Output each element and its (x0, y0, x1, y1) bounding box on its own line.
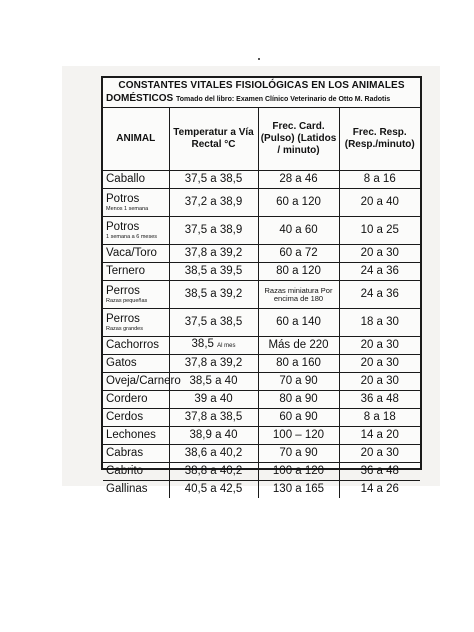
cell-temperature (169, 427, 258, 445)
table-row (103, 427, 420, 445)
subtitle-bold: DOMÉSTICOS (106, 93, 174, 104)
cell-temperature (169, 373, 258, 391)
cell-animal (103, 355, 169, 373)
heart-rate-value: 100 – 120 (272, 429, 325, 441)
cell-temperature (169, 391, 258, 409)
temperature-value: 37,8 a 39,2 (184, 357, 243, 369)
animal-subgroup: Razas pequeñas (106, 298, 148, 304)
cell-respiratory-rate: 14 a 20 (339, 427, 420, 445)
cell-heart-rate (258, 409, 339, 427)
cell-respiratory-rate: 20 a 30 (339, 245, 420, 263)
cell-animal (103, 481, 169, 499)
animal-name: Cabras (106, 447, 144, 459)
cell-temperature (169, 481, 258, 499)
cell-respiratory-rate: 20 a 30 (339, 445, 420, 463)
table-row (103, 171, 420, 189)
cell-animal (103, 281, 169, 309)
cell-animal (103, 189, 169, 217)
cell-temperature (169, 355, 258, 373)
cell-temperature (169, 337, 258, 355)
table-row (103, 189, 420, 217)
temperature-value: 37,5 a 38,5 (184, 316, 243, 328)
animal-name: Gatos (106, 357, 137, 369)
cell-temperature (169, 263, 258, 281)
table-row (103, 481, 420, 499)
table-row (103, 445, 420, 463)
cell-heart-rate (258, 217, 339, 245)
table-row (103, 309, 420, 337)
document-title: CONSTANTES VITALES FISIOLÓGICAS EN LOS ANIMALES (118, 80, 405, 91)
animal-name: Potros (106, 193, 140, 205)
animal-name: Lechones (106, 429, 156, 441)
table-row (103, 263, 420, 281)
temperature-value: 38,5 a 40 (189, 375, 238, 387)
cell-temperature (169, 445, 258, 463)
header-temperature: Temperatur a Vía Rectal °C (169, 108, 258, 171)
animal-name: Cerdos (106, 411, 144, 423)
cell-temperature (169, 281, 258, 309)
cell-animal (103, 263, 169, 281)
heart-rate-value: Más de 220 (268, 339, 329, 351)
vital-signs-table (103, 108, 420, 498)
table-row (103, 373, 420, 391)
temperature-note: Al mes (217, 343, 236, 349)
cell-animal (103, 309, 169, 337)
table-row (103, 409, 420, 427)
cell-animal (103, 217, 169, 245)
cell-heart-rate (258, 171, 339, 189)
temperature-value: 37,5 a 38,9 (184, 224, 243, 236)
cell-heart-rate (258, 309, 339, 337)
animal-name: Potros (106, 221, 140, 233)
cell-respiratory-rate: 24 a 36 (339, 263, 420, 281)
cell-heart-rate (258, 281, 339, 309)
animal-subgroup: Menos 1 semana (106, 206, 149, 212)
heart-rate-value: 40 a 60 (279, 224, 318, 236)
cell-animal (103, 463, 169, 481)
temperature-value: 37,8 a 39,2 (184, 247, 243, 259)
cell-heart-rate (258, 245, 339, 263)
cell-heart-rate (258, 189, 339, 217)
table-row (103, 391, 420, 409)
header-animal: ANIMAL (103, 108, 169, 171)
animal-name: Oveja/Carnero (106, 375, 181, 387)
cell-heart-rate (258, 427, 339, 445)
document-subtitle (106, 92, 417, 106)
cell-respiratory-rate: 20 a 40 (339, 189, 420, 217)
heart-rate-value: 80 a 160 (276, 357, 321, 369)
heart-rate-value: 60 a 120 (276, 196, 321, 208)
cell-animal (103, 445, 169, 463)
animal-name: Cordero (106, 393, 148, 405)
heart-rate-value: 130 a 165 (272, 483, 325, 495)
header-heart-rate: Frec. Card. (Pulso) (Latidos / minuto) (258, 108, 339, 171)
cell-respiratory-rate: 8 a 18 (339, 409, 420, 427)
heart-rate-value: 60 a 72 (279, 247, 318, 259)
cell-heart-rate (258, 481, 339, 499)
temperature-value: 40,5 a 42,5 (184, 483, 243, 495)
temperature-value: 38,5 (191, 338, 214, 350)
animal-name: Ternero (106, 265, 145, 277)
temperature-value: 38,6 a 40,2 (184, 447, 243, 459)
temperature-value: 37,5 a 38,5 (184, 173, 243, 185)
table-row (103, 337, 420, 355)
speck-mark (258, 58, 260, 60)
temperature-value: 38,5 a 39,2 (184, 288, 243, 300)
cell-animal (103, 373, 181, 391)
cell-heart-rate (258, 445, 339, 463)
vital-signs-document (101, 76, 422, 495)
temperature-value: 38,5 a 39,5 (184, 265, 243, 277)
cell-temperature (169, 217, 258, 245)
heart-rate-value: 28 a 46 (279, 173, 318, 185)
cell-animal (103, 427, 169, 445)
source-reference: Tomado del libro: Examen Clínico Veterinario de Otto M. Radotis (176, 96, 391, 103)
heart-rate-note: Razas miniatura Por encima de 180 (264, 285, 333, 303)
table-header-row (103, 108, 420, 171)
cell-respiratory-rate: 8 a 16 (339, 171, 420, 189)
heart-rate-value: 60 a 140 (276, 316, 321, 328)
table-row (103, 281, 420, 309)
temperature-value: 39 a 40 (194, 393, 233, 405)
cell-heart-rate (258, 337, 339, 355)
cell-respiratory-rate: 18 a 30 (339, 309, 420, 337)
cell-respiratory-rate: 20 a 30 (339, 373, 420, 391)
cell-animal (103, 391, 169, 409)
cell-animal (103, 337, 169, 355)
animal-name: Gallinas (106, 483, 148, 495)
animal-subgroup: 1 semana a 6 meses (106, 234, 158, 240)
animal-name: Cabrito (106, 465, 144, 477)
animal-name: Caballo (106, 173, 145, 185)
heart-rate-value: 80 a 120 (276, 265, 321, 277)
animal-name: Vaca/Toro (106, 247, 157, 259)
temperature-value: 38,8 a 40,2 (184, 465, 243, 477)
table-row (103, 245, 420, 263)
heart-rate-value: 60 a 90 (279, 411, 318, 423)
cell-temperature (169, 245, 258, 263)
table-row (103, 217, 420, 245)
cell-respiratory-rate: 10 a 25 (339, 217, 420, 245)
cell-respiratory-rate: 36 a 48 (339, 463, 420, 481)
animal-name: Perros (106, 285, 140, 297)
cell-temperature (169, 309, 258, 337)
cell-temperature (169, 409, 258, 427)
cell-heart-rate (258, 263, 339, 281)
temperature-value: 37,8 a 38,5 (184, 411, 243, 423)
cell-respiratory-rate: 36 a 48 (339, 391, 420, 409)
heart-rate-value: 100 a 120 (272, 465, 325, 477)
cell-respiratory-rate: 20 a 30 (339, 337, 420, 355)
cell-heart-rate (258, 355, 339, 373)
cell-animal (103, 171, 169, 189)
table-body (103, 171, 420, 499)
animal-name: Cachorros (106, 339, 160, 351)
heart-rate-value: 70 a 90 (279, 447, 318, 459)
cell-respiratory-rate: 20 a 30 (339, 355, 420, 373)
cell-heart-rate (258, 373, 339, 391)
animal-name: Perros (106, 313, 140, 325)
cell-respiratory-rate: 24 a 36 (339, 281, 420, 309)
table-row (103, 355, 420, 373)
heart-rate-value: 70 a 90 (279, 375, 318, 387)
table-row (103, 463, 420, 481)
header-respiratory-rate: Frec. Resp. (Resp./minuto) (339, 108, 420, 171)
cell-heart-rate (258, 463, 339, 481)
cell-temperature (169, 463, 258, 481)
cell-heart-rate (258, 391, 339, 409)
cell-respiratory-rate: 14 a 26 (339, 481, 420, 499)
cell-temperature (169, 171, 258, 189)
heart-rate-value: 80 a 90 (279, 393, 318, 405)
animal-subgroup: Razas grandes (106, 326, 143, 332)
temperature-value: 37,2 a 38,9 (184, 196, 243, 208)
cell-temperature (169, 189, 258, 217)
document-title-block (103, 78, 420, 108)
cell-animal (103, 245, 169, 263)
cell-animal (103, 409, 169, 427)
temperature-value: 38,9 a 40 (189, 429, 238, 441)
